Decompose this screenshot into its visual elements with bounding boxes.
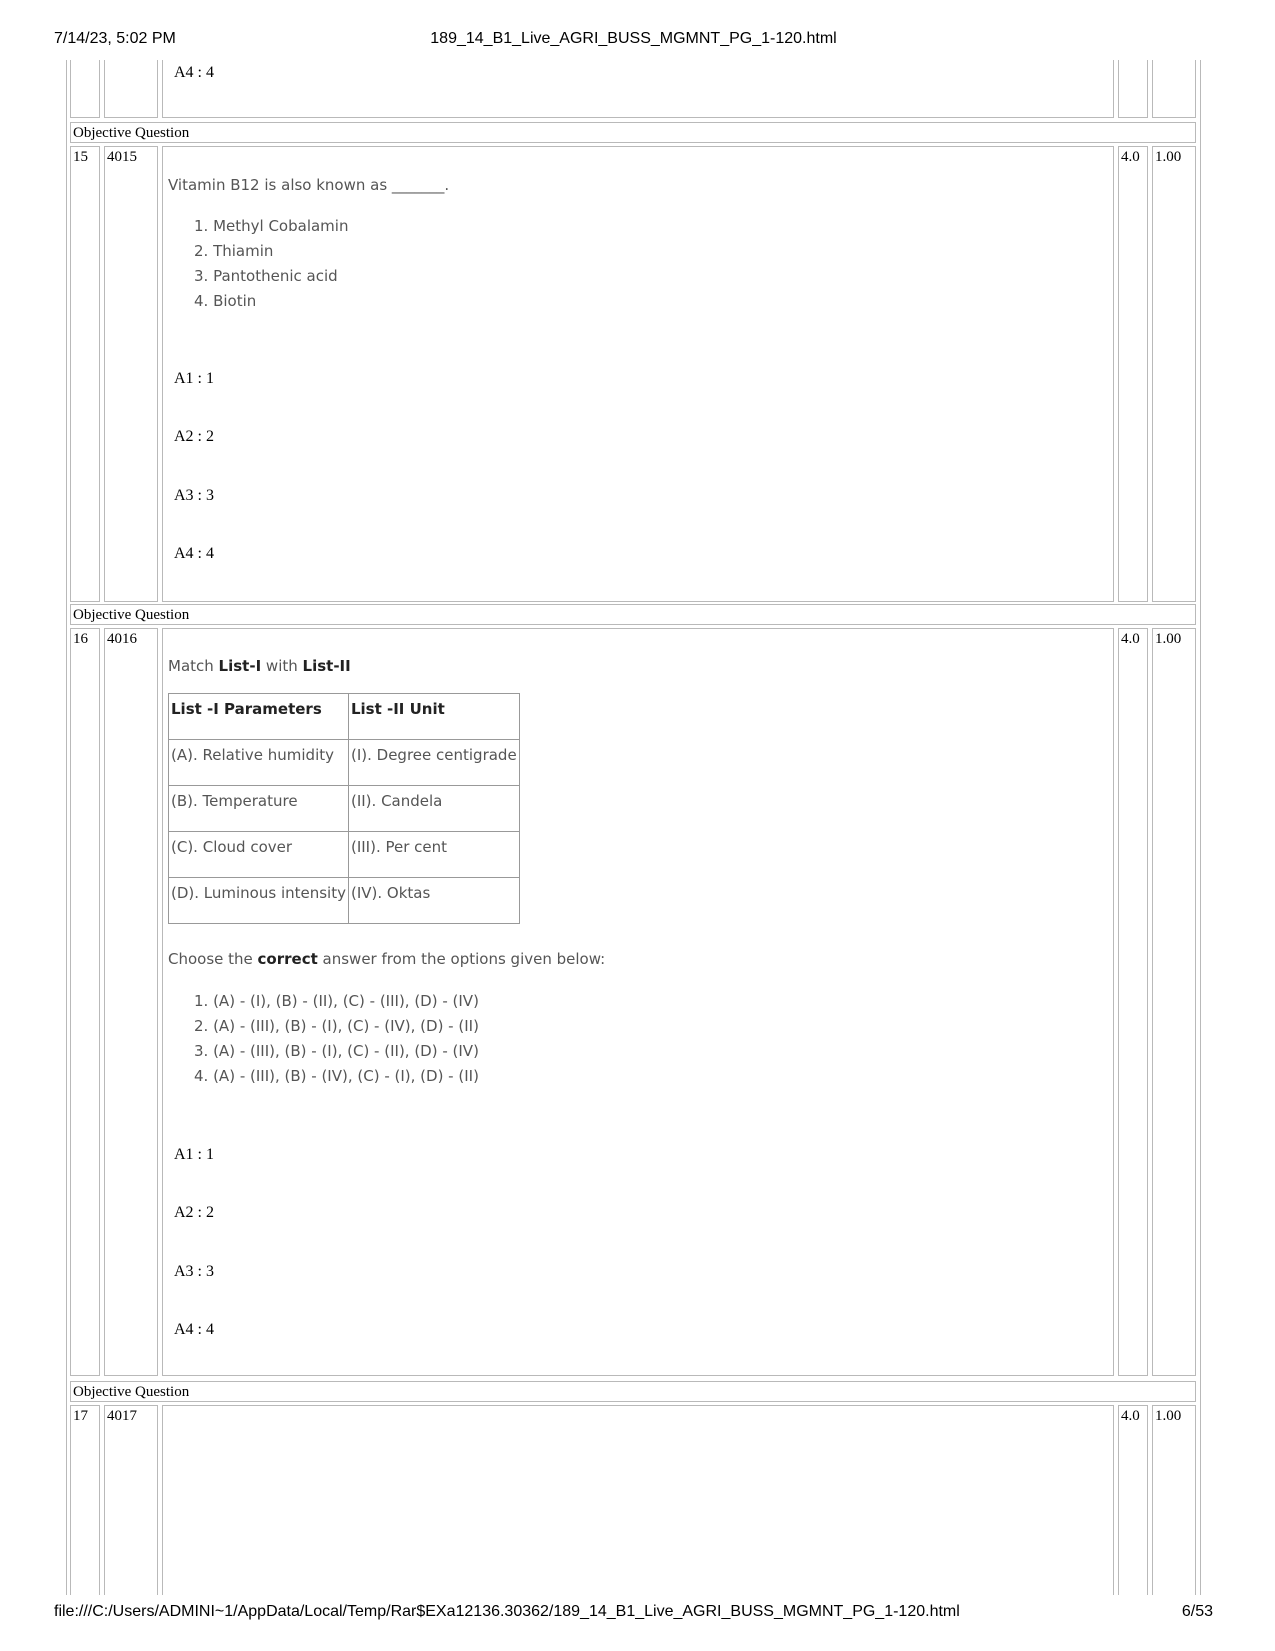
q16-choose-bold: correct bbox=[257, 950, 318, 968]
q16-neg: 1.00 bbox=[1155, 631, 1182, 647]
table-header-cell: List -I Parameters bbox=[169, 694, 349, 740]
q15-option: 3. Pantothenic acid bbox=[194, 267, 338, 285]
q17-neg-cell bbox=[1152, 1405, 1196, 1595]
q16-qid-cell bbox=[104, 628, 158, 1376]
q16-marks: 4.0 bbox=[1121, 631, 1140, 647]
table-header-row bbox=[169, 694, 520, 740]
q17-qid-cell bbox=[104, 1405, 158, 1595]
q16-sno: 16 bbox=[73, 631, 88, 647]
q16-sno-cell bbox=[70, 628, 100, 1376]
prev-answer-a4: A4 : 4 bbox=[174, 64, 214, 81]
section-label-row bbox=[70, 122, 1196, 143]
table-cell: (II). Candela bbox=[348, 786, 519, 832]
section-label: Objective Question bbox=[73, 1384, 190, 1400]
prev-neg-cell bbox=[1152, 60, 1196, 118]
table-header-cell: List -II Unit bbox=[348, 694, 519, 740]
q16-qid: 4016 bbox=[107, 631, 137, 647]
q15-neg: 1.00 bbox=[1155, 149, 1182, 165]
q16-option-list bbox=[194, 989, 479, 1089]
table-row bbox=[169, 786, 520, 832]
q17-body-cell bbox=[162, 1405, 1114, 1595]
print-file-path: file:///C:/Users/ADMINI~1/AppData/Local/Temp/Rar$EXa12136.30362/189_14_B1_Live_AGRI_BUSS_MGMNT_PG_1-120.html bbox=[54, 1603, 960, 1620]
table-cell: (III). Per cent bbox=[348, 832, 519, 878]
outer-border-left bbox=[66, 60, 67, 1595]
q16-choose-post: answer from the options given below: bbox=[317, 950, 606, 968]
q16-question-text bbox=[168, 657, 351, 675]
q15-option: 4. Biotin bbox=[194, 292, 257, 310]
q16-choose-pre: Choose the bbox=[168, 950, 258, 968]
q15-answer-a3: A3 : 3 bbox=[174, 487, 214, 504]
prev-sno-cell bbox=[70, 60, 100, 118]
q15-qid: 4015 bbox=[107, 149, 137, 165]
table-cell: (IV). Oktas bbox=[348, 878, 519, 924]
table-cell: (I). Degree centigrade bbox=[348, 740, 519, 786]
table-row bbox=[169, 740, 520, 786]
q16-list1-label: List-I bbox=[218, 657, 262, 675]
q15-answer-a1: A1 : 1 bbox=[174, 370, 214, 387]
print-doc-title: 189_14_B1_Live_AGRI_BUSS_MGMNT_PG_1-120.html bbox=[430, 30, 837, 47]
q17-sno-cell bbox=[70, 1405, 100, 1595]
section-label: Objective Question bbox=[73, 125, 190, 141]
section-label-row bbox=[70, 604, 1196, 625]
table-cell: (D). Luminous intensity bbox=[169, 878, 349, 924]
table-cell: (A). Relative humidity bbox=[169, 740, 349, 786]
table-row bbox=[169, 878, 520, 924]
q16-match-mid: with bbox=[261, 657, 303, 675]
print-page-number: 6/53 bbox=[1181, 1603, 1213, 1620]
q15-option: 1. Methyl Cobalamin bbox=[194, 217, 349, 235]
q17-qid: 4017 bbox=[107, 1408, 137, 1424]
q17-marks: 4.0 bbox=[1121, 1408, 1140, 1424]
q15-sno-cell bbox=[70, 146, 100, 602]
q15-marks-cell bbox=[1118, 146, 1148, 602]
q15-option: 2. Thiamin bbox=[194, 242, 274, 260]
q16-option: 1. (A) - (I), (B) - (II), (C) - (III), (D) - (IV) bbox=[194, 992, 479, 1010]
prev-qid-cell bbox=[104, 60, 158, 118]
q16-match-pre: Match bbox=[168, 657, 219, 675]
q16-instruction-text bbox=[168, 950, 605, 968]
table-cell: (C). Cloud cover bbox=[169, 832, 349, 878]
q15-neg-cell bbox=[1152, 146, 1196, 602]
section-label-row bbox=[70, 1381, 1196, 1402]
q16-answer-a4: A4 : 4 bbox=[174, 1321, 214, 1338]
q16-option: 3. (A) - (III), (B) - (I), (C) - (II), (D) - (IV) bbox=[194, 1042, 479, 1060]
table-row bbox=[169, 832, 520, 878]
q16-match-table bbox=[168, 693, 520, 924]
q16-answer-a1: A1 : 1 bbox=[174, 1146, 214, 1163]
q17-neg: 1.00 bbox=[1155, 1408, 1182, 1424]
q15-sno: 15 bbox=[73, 149, 88, 165]
q15-qid-cell bbox=[104, 146, 158, 602]
q15-marks: 4.0 bbox=[1121, 149, 1140, 165]
q16-option: 2. (A) - (III), (B) - (I), (C) - (IV), (D) - (II) bbox=[194, 1017, 479, 1035]
q15-answer-a4: A4 : 4 bbox=[174, 545, 214, 562]
q15-option-list bbox=[194, 214, 348, 314]
q16-answer-a2: A2 : 2 bbox=[174, 1204, 214, 1221]
q15-question-text: Vitamin B12 is also known as _______. bbox=[168, 176, 450, 194]
q16-marks-cell bbox=[1118, 628, 1148, 1376]
print-footer bbox=[54, 1603, 1213, 1625]
q15-answer-a2: A2 : 2 bbox=[174, 428, 214, 445]
q16-option: 4. (A) - (III), (B) - (IV), (C) - (I), (D) - (II) bbox=[194, 1067, 479, 1085]
q16-answer-a3: A3 : 3 bbox=[174, 1263, 214, 1280]
q17-marks-cell bbox=[1118, 1405, 1148, 1595]
q16-neg-cell bbox=[1152, 628, 1196, 1376]
prev-marks-cell bbox=[1118, 60, 1148, 118]
table-cell: (B). Temperature bbox=[169, 786, 349, 832]
prev-body-cell bbox=[162, 60, 1114, 118]
outer-border-right bbox=[1200, 60, 1201, 1595]
print-datetime: 7/14/23, 5:02 PM bbox=[54, 30, 176, 47]
q16-list2-label: List-II bbox=[302, 657, 351, 675]
q17-sno: 17 bbox=[73, 1408, 88, 1424]
section-label: Objective Question bbox=[73, 607, 190, 623]
